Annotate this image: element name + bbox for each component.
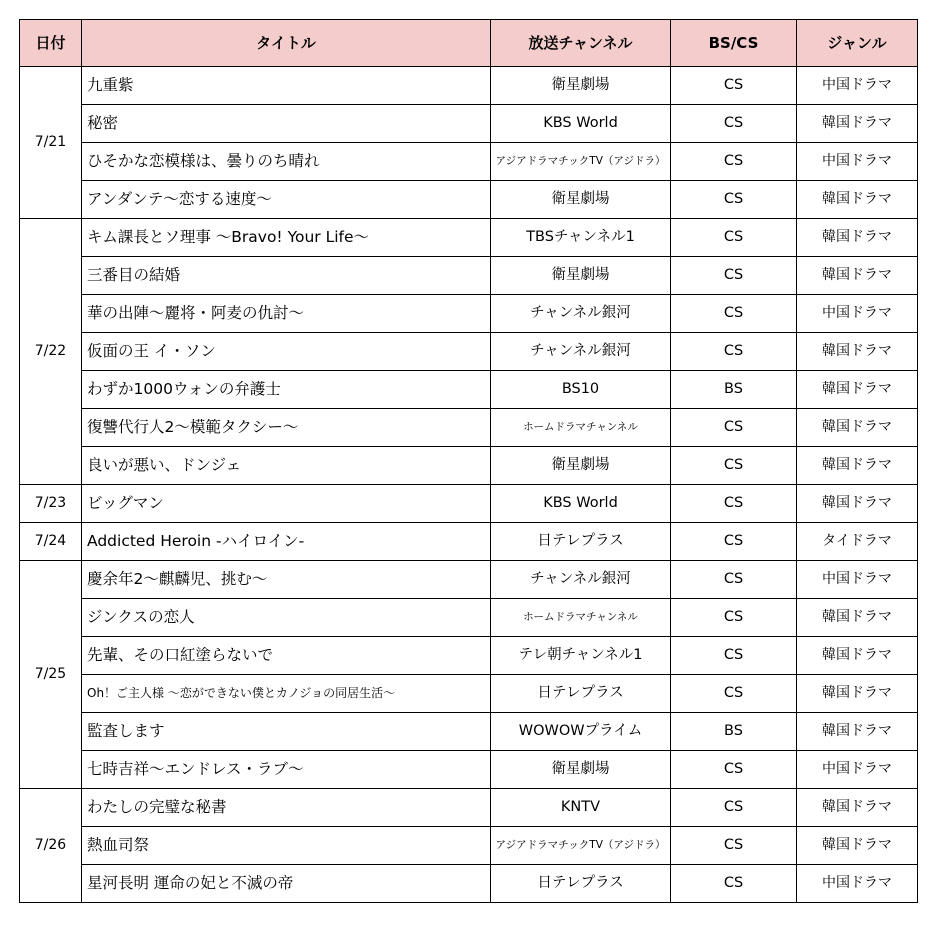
title-cell: 三番目の結婚 [82, 257, 491, 295]
channel-cell: ホームドラマチャンネル [491, 409, 671, 447]
bscs-cell: CS [671, 523, 797, 561]
bscs-cell: CS [671, 67, 797, 105]
table-row [20, 561, 918, 599]
header-row [20, 20, 918, 67]
title-cell: キム課長とソ理事 ～Bravo! Your Life～ [82, 219, 491, 257]
schedule-table [19, 19, 918, 903]
title-cell: わずか1000ウォンの弁護士 [82, 371, 491, 409]
genre-cell: 韓国ドラマ [797, 675, 918, 713]
table-row [20, 789, 918, 827]
channel-cell: チャンネル銀河 [491, 295, 671, 333]
genre-cell: 中国ドラマ [797, 295, 918, 333]
channel-cell: KNTV [491, 789, 671, 827]
bscs-cell: CS [671, 295, 797, 333]
genre-cell: 韓国ドラマ [797, 257, 918, 295]
genre-cell: 中国ドラマ [797, 67, 918, 105]
channel-cell: テレ朝チャンネル1 [491, 637, 671, 675]
table-row [20, 295, 918, 333]
date-cell: 7/23 [20, 485, 82, 523]
table-row [20, 67, 918, 105]
table-row [20, 637, 918, 675]
table-row [20, 675, 918, 713]
channel-cell: 日テレプラス [491, 865, 671, 903]
header-bscs: BS/CS [671, 20, 797, 67]
channel-cell: 日テレプラス [491, 675, 671, 713]
channel-cell: KBS World [491, 485, 671, 523]
table-row [20, 143, 918, 181]
channel-cell: アジアドラマチックTV（アジドラ） [491, 143, 671, 181]
table-row [20, 713, 918, 751]
channel-cell: 衛星劇場 [491, 67, 671, 105]
genre-cell: 韓国ドラマ [797, 447, 918, 485]
table-row [20, 523, 918, 561]
genre-cell: 韓国ドラマ [797, 637, 918, 675]
bscs-cell: CS [671, 219, 797, 257]
table-row [20, 409, 918, 447]
bscs-cell: CS [671, 143, 797, 181]
title-cell: 熱血司祭 [82, 827, 491, 865]
channel-cell: チャンネル銀河 [491, 561, 671, 599]
channel-cell: BS10 [491, 371, 671, 409]
title-cell: 慶余年2～麒麟児、挑む～ [82, 561, 491, 599]
table-row [20, 333, 918, 371]
date-cell: 7/21 [20, 67, 82, 219]
title-cell: 星河長明 運命の妃と不滅の帝 [82, 865, 491, 903]
title-cell: 七時吉祥～エンドレス・ラブ～ [82, 751, 491, 789]
date-cell: 7/22 [20, 219, 82, 485]
genre-cell: 韓国ドラマ [797, 105, 918, 143]
genre-cell: 韓国ドラマ [797, 827, 918, 865]
genre-cell: 韓国ドラマ [797, 181, 918, 219]
genre-cell: 韓国ドラマ [797, 219, 918, 257]
channel-cell: 衛星劇場 [491, 751, 671, 789]
genre-cell: 中国ドラマ [797, 561, 918, 599]
genre-cell: 韓国ドラマ [797, 409, 918, 447]
bscs-cell: CS [671, 675, 797, 713]
channel-cell: ホームドラマチャンネル [491, 599, 671, 637]
title-cell: ビッグマン [82, 485, 491, 523]
bscs-cell: CS [671, 789, 797, 827]
channel-cell: WOWOWプライム [491, 713, 671, 751]
title-cell: 復讐代行人2～模範タクシー～ [82, 409, 491, 447]
title-cell: 秘密 [82, 105, 491, 143]
genre-cell: 韓国ドラマ [797, 485, 918, 523]
date-cell: 7/26 [20, 789, 82, 903]
title-cell: Addicted Heroin -ハイロイン- [82, 523, 491, 561]
table-row [20, 751, 918, 789]
bscs-cell: CS [671, 865, 797, 903]
title-cell: ひそかな恋模様は、曇りのち晴れ [82, 143, 491, 181]
title-cell: Oh！ご主人様 ～恋ができない僕とカノジョの同居生活～ [82, 675, 491, 713]
genre-cell: 中国ドラマ [797, 751, 918, 789]
channel-cell: 衛星劇場 [491, 257, 671, 295]
title-cell: 先輩、その口紅塗らないで [82, 637, 491, 675]
bscs-cell: BS [671, 371, 797, 409]
title-cell: 華の出陣～麗将・阿麦の仇討～ [82, 295, 491, 333]
table-row [20, 257, 918, 295]
channel-cell: チャンネル銀河 [491, 333, 671, 371]
table-row [20, 865, 918, 903]
schedule-body [20, 67, 918, 903]
genre-cell: 韓国ドラマ [797, 333, 918, 371]
bscs-cell: BS [671, 713, 797, 751]
header-title: タイトル [82, 20, 491, 67]
date-cell: 7/25 [20, 561, 82, 789]
genre-cell: 中国ドラマ [797, 143, 918, 181]
genre-cell: 中国ドラマ [797, 865, 918, 903]
title-cell: 監査します [82, 713, 491, 751]
bscs-cell: CS [671, 181, 797, 219]
channel-cell: 衛星劇場 [491, 181, 671, 219]
title-cell: ジンクスの恋人 [82, 599, 491, 637]
table-row [20, 485, 918, 523]
date-cell: 7/24 [20, 523, 82, 561]
bscs-cell: CS [671, 561, 797, 599]
table-row [20, 219, 918, 257]
header-channel: 放送チャンネル [491, 20, 671, 67]
bscs-cell: CS [671, 751, 797, 789]
genre-cell: タイドラマ [797, 523, 918, 561]
bscs-cell: CS [671, 105, 797, 143]
table-row [20, 181, 918, 219]
bscs-cell: CS [671, 827, 797, 865]
table-row [20, 105, 918, 143]
genre-cell: 韓国ドラマ [797, 599, 918, 637]
title-cell: 仮面の王 イ・ソン [82, 333, 491, 371]
bscs-cell: CS [671, 409, 797, 447]
genre-cell: 韓国ドラマ [797, 713, 918, 751]
bscs-cell: CS [671, 599, 797, 637]
table-row [20, 599, 918, 637]
bscs-cell: CS [671, 257, 797, 295]
genre-cell: 韓国ドラマ [797, 371, 918, 409]
header-date: 日付 [20, 20, 82, 67]
table-row [20, 371, 918, 409]
channel-cell: TBSチャンネル1 [491, 219, 671, 257]
bscs-cell: CS [671, 333, 797, 371]
title-cell: わたしの完璧な秘書 [82, 789, 491, 827]
channel-cell: KBS World [491, 105, 671, 143]
header-genre: ジャンル [797, 20, 918, 67]
channel-cell: 衛星劇場 [491, 447, 671, 485]
bscs-cell: CS [671, 447, 797, 485]
channel-cell: アジアドラマチックTV（アジドラ） [491, 827, 671, 865]
table-row [20, 827, 918, 865]
genre-cell: 韓国ドラマ [797, 789, 918, 827]
bscs-cell: CS [671, 485, 797, 523]
channel-cell: 日テレプラス [491, 523, 671, 561]
table-row [20, 447, 918, 485]
title-cell: アンダンテ～恋する速度～ [82, 181, 491, 219]
title-cell: 良いが悪い、ドンジェ [82, 447, 491, 485]
bscs-cell: CS [671, 637, 797, 675]
title-cell: 九重紫 [82, 67, 491, 105]
